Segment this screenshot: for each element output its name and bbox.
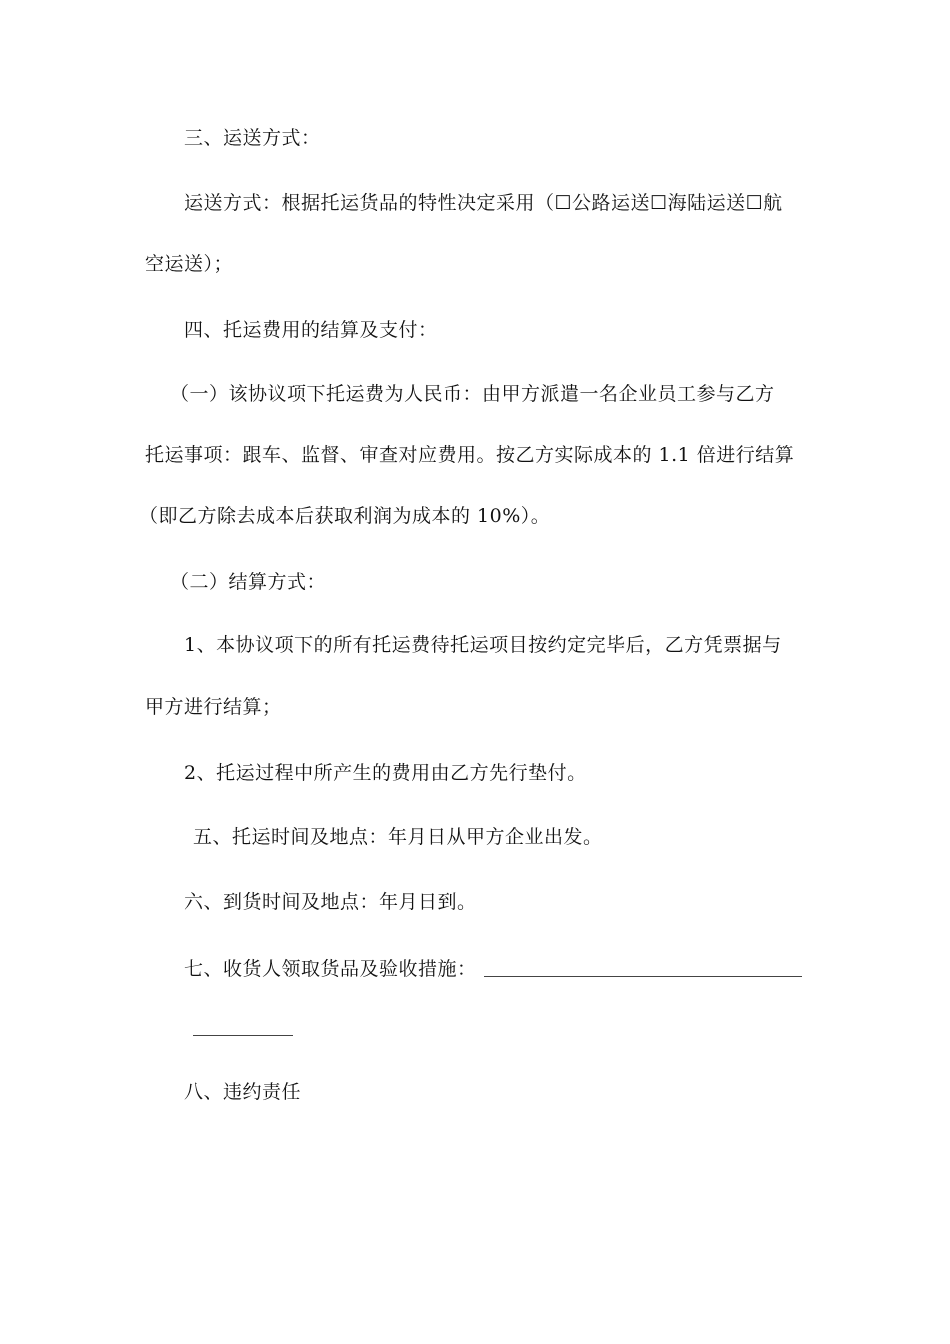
settlement-item-1-line-1: 1、本协议项下的所有托运费待托运项目按约定完毕后，乙方凭票据与: [184, 634, 782, 656]
settlement-item-2: 2、托运过程中所产生的费用由乙方先行垫付。: [184, 762, 587, 784]
section-7-label: 七、收货人领取货品及验收措施：: [184, 958, 477, 980]
fee-clause-1-line-3: （即乙方除去成本后获取利润为成本的 10%）。: [139, 505, 551, 527]
fee-clause-1-line-2: 托运事项：跟车、监督、审查对应费用。按乙方实际成本的 1.1 倍进行结算: [145, 444, 795, 466]
section-3-heading: 三、运送方式：: [184, 127, 321, 149]
transport-method-line-1: 运送方式：根据托运货品的特性决定采用（☐公路运送☐海陆运送☐航: [184, 192, 783, 214]
acceptance-blank-line-1: [484, 976, 802, 977]
section-5-line: 五、托运时间及地点：年月日从甲方企业出发。: [193, 826, 603, 848]
section-4-heading: 四、托运费用的结算及支付：: [184, 319, 438, 341]
section-6-line: 六、到货时间及地点：年月日到。: [184, 891, 477, 913]
section-8-heading: 八、违约责任: [184, 1081, 302, 1103]
fee-clause-1-line-1: （一）该协议项下托运费为人民币：由甲方派遣一名企业员工参与乙方: [170, 383, 775, 405]
transport-method-line-2: 空运送）；: [145, 253, 234, 275]
settlement-item-1-line-2: 甲方进行结算；: [145, 696, 282, 718]
acceptance-blank-line-2: [193, 1035, 293, 1036]
settlement-method-heading: （二）结算方式：: [170, 571, 327, 593]
